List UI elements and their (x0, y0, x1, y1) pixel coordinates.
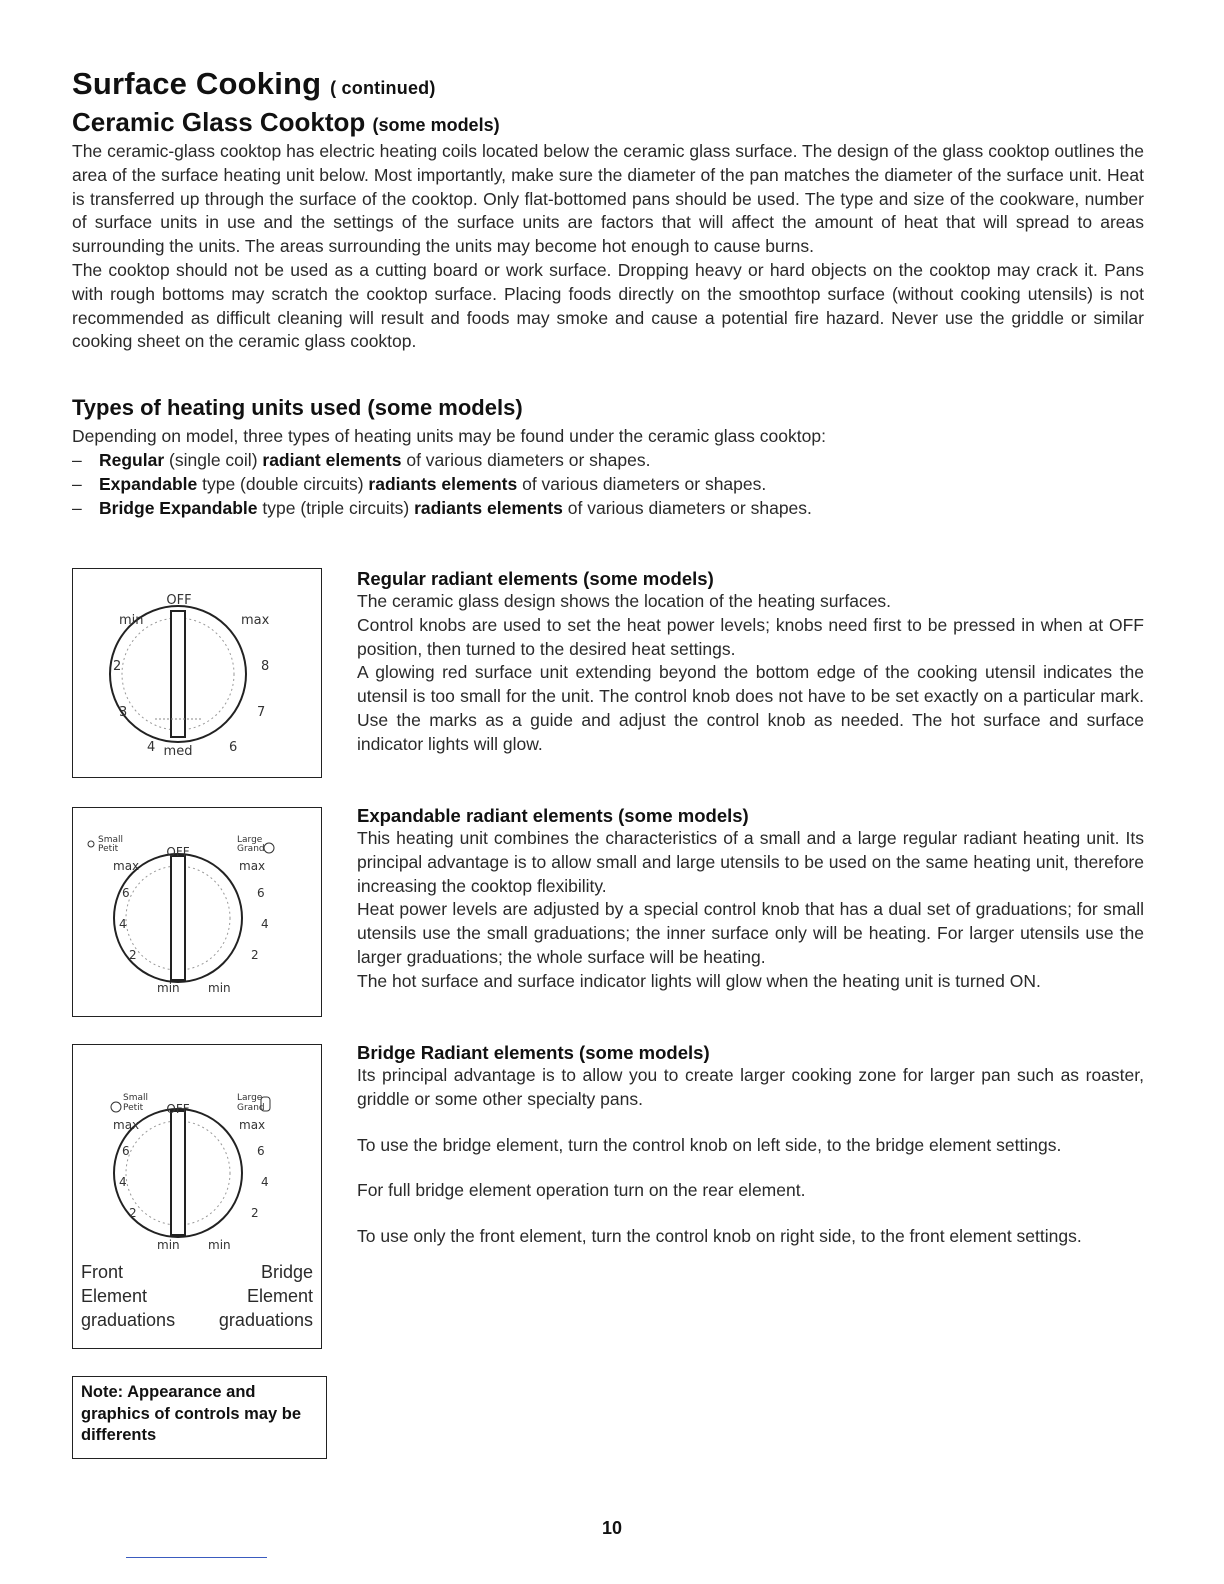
regular-title: Regular radiant elements (some models) (357, 568, 714, 589)
svg-text:Petit: Petit (123, 1103, 144, 1113)
types-intro: Depending on model, three types of heating units may be found under the ceramic glass cooktop: (72, 426, 826, 446)
svg-text:min: min (208, 981, 231, 995)
svg-text:2: 2 (251, 948, 259, 962)
svg-text:2: 2 (129, 1206, 137, 1220)
knob-label-off: OFF (166, 593, 192, 608)
svg-text:4: 4 (261, 1175, 269, 1189)
svg-text:min: min (208, 1238, 231, 1252)
svg-text:min: min (157, 1238, 180, 1252)
svg-text:6: 6 (229, 740, 238, 755)
svg-text:2: 2 (113, 659, 122, 674)
svg-text:Petit: Petit (98, 844, 119, 854)
expandable-section: Expandable radiant elements (some models) This heating unit combines the characteristics of a small and a large regular radiant heating unit. Its principal advantage is to allow small and large utensils to be used on the same heating unit, therefore increasing the cooktop flexibility. Heat power levels are adjusted by a special control knob that has a dual set of graduations; for small utensils use the small graduations; the inner surface only will be heating. For larger utensils use the larger graduations; the whole surface will be heating. The hot surface and surface indicator lights will glow when the heating unit is turned ON. (357, 805, 1144, 991)
svg-text:4: 4 (119, 917, 127, 931)
section-title-main: Ceramic Glass Cooktop (72, 107, 366, 137)
svg-text:Large: Large (237, 1093, 263, 1103)
svg-text:4: 4 (119, 1175, 127, 1189)
svg-text:2: 2 (251, 1206, 259, 1220)
section-title (72, 107, 500, 138)
svg-text:Grand: Grand (237, 1103, 265, 1113)
list-item: – Regular (single coil) radiant elements of various diameters or shapes. (72, 450, 651, 470)
knob-label-max: max (241, 613, 270, 628)
svg-text:min: min (157, 981, 180, 995)
expandable-knob-figure (72, 807, 322, 1017)
svg-text:max: max (239, 859, 266, 873)
bridge-title: Bridge Radiant elements (some models) (357, 1042, 710, 1063)
graduation-labels: Front Bridge Element Element graduations graduations (81, 1262, 313, 1330)
regular-knob-icon (73, 569, 320, 776)
svg-text:max: max (113, 859, 140, 873)
svg-text:6: 6 (122, 1144, 130, 1158)
expandable-knob-icon (73, 808, 320, 1015)
knob-label-med: med (163, 744, 193, 759)
section-title-suffix: (some models) (372, 115, 500, 135)
page-title-main: Surface Cooking (72, 66, 322, 101)
page-title-suffix: ( continued) (330, 78, 436, 98)
svg-text:4: 4 (147, 740, 156, 755)
svg-text:Large: Large (237, 835, 263, 845)
list-item: – Expandable type (double circuits) radiants elements of various diameters or shapes. (72, 474, 767, 494)
intro-paragraph-2: The cooktop should not be used as a cutting board or work surface. Dropping heavy or hard objects on the cooktop may crack it. Pans with rough bottoms may scratch the cooktop surface. Placing foods directly on the smoothtop surface (without cooking utensils) is not recommended as difficult cleaning will result and foods may smoke and cause a potential fire hazard. Never use the griddle or similar cooking sheet on the ceramic glass cooktop. (72, 260, 1144, 352)
knob-label-min: min (119, 613, 144, 628)
svg-text:Small: Small (98, 835, 123, 845)
page-title (72, 66, 436, 102)
svg-text:2: 2 (129, 948, 137, 962)
regular-section: Regular radiant elements (some models) The ceramic glass design shows the location of the heating surfaces. Control knobs are used to set the heat power levels; knobs need first to be pressed in when at OFF position, then turned to the desired heat settings. A glowing red surface unit extending beyond the bottom edge of the cooking utensil indicates the utensil is too small for the unit. The control knob does not have to be set exactly on a particular mark. Use the marks as a guide and adjust the control knob as needed. The hot surface and surface indicator lights will glow. (357, 568, 1144, 754)
knob-label-off: OFF (166, 1102, 190, 1116)
regular-knob-figure (72, 568, 322, 778)
page-number: 10 (601, 1518, 623, 1538)
bridge-section: Bridge Radiant elements (some models) Its principal advantage is to allow you to create larger cooking zone for larger pan such as roaster, griddle or some other specialty pans. To use the bridge element, turn the control knob on left side, to the bridge element settings. For full bridge element operation turn on the rear element. To use only the front element, turn the control knob on right side, to the front element settings. (357, 1042, 1144, 1247)
svg-text:Small: Small (123, 1093, 148, 1103)
bridge-knob-figure (72, 1044, 322, 1349)
svg-text:3: 3 (119, 705, 128, 720)
svg-text:4: 4 (261, 917, 269, 931)
list-item: – Bridge Expandable type (triple circuits) radiants elements of various diameters or shapes. (72, 498, 812, 518)
bridge-knob-icon (73, 1045, 320, 1260)
svg-text:7: 7 (257, 705, 266, 720)
svg-text:6: 6 (122, 886, 130, 900)
svg-text:6: 6 (257, 1144, 265, 1158)
intro-paragraph-1: The ceramic-glass cooktop has electric heating coils located below the ceramic glass surface. The design of the glass cooktop outlines the area of the surface heating unit below. Most importantly, make sure the diameter of the pan matches the diameter of the surface unit. Heat is transferred up through the surface of the cooktop. Only flat-bottomed pans should be used. The type and size of the cookware, number of surface units in use and the settings of the surface units are factors that will affect the amount of heat that will spread to areas surrounding the units. The areas surrounding the units may become hot enough to cause burns. (72, 141, 1144, 257)
knob-label-off: OFF (166, 845, 190, 859)
types-heading: Types of heating units used (some models) (72, 395, 523, 420)
svg-text:max: max (239, 1118, 266, 1132)
svg-text:6: 6 (257, 886, 265, 900)
svg-text:8: 8 (261, 659, 270, 674)
types-list (72, 424, 1144, 520)
note-box: Note: Appearance and graphics of controls may be differents (72, 1376, 327, 1459)
footer-line (126, 1557, 267, 1558)
expandable-title: Expandable radiant elements (some models) (357, 805, 749, 826)
svg-text:max: max (113, 1118, 140, 1132)
svg-text:Grand: Grand (237, 844, 265, 854)
